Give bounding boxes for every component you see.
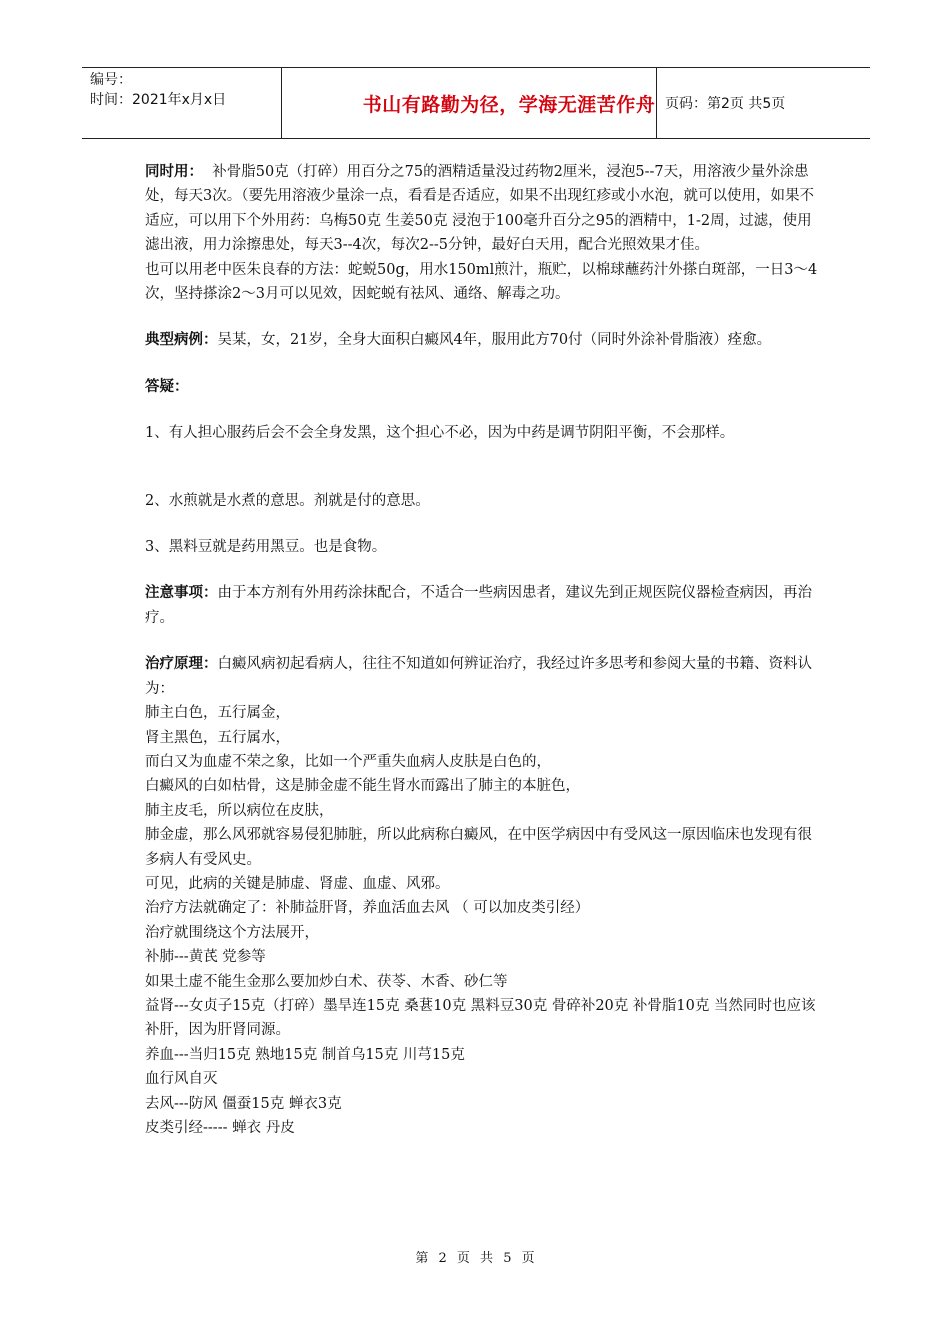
principle-line: 而白又为血虚不荣之象，比如一个严重失血病人皮肤是白色的，	[145, 753, 551, 770]
qa-item: 1、有人担心服药后会不会全身发黑，这个担心不必，因为中药是调节阴阳平衡，不会那样。	[145, 425, 735, 442]
principle-line: 治疗就围绕这个方法展开，	[145, 924, 319, 941]
principle-line: 肺金虚，那么风邪就容易侵犯肺脏，所以此病称白癜风，在中医学病因中有受风这一原因临床也发现有很多病人有受风史。	[145, 827, 812, 868]
principle-line: 肺主皮毛，所以病位在皮肤，	[145, 802, 334, 819]
paragraph-simultaneous	[145, 160, 825, 258]
principle-line: 益肾---女贞子15克（打碎）墨旱连15克 桑葚10克 黑料豆30克 骨碎补20克 补骨脂10克 当然同时也应该补肝，因为肝肾同源。	[145, 997, 816, 1039]
principle-line: 补肺---黄芪 党参等	[145, 949, 266, 966]
time-label: 时间：2021年x月x日	[90, 92, 227, 108]
label-case: 典型病例：	[145, 332, 218, 349]
qa-item: 2、水煎就是水煮的意思。剂就是付的意思。	[145, 492, 430, 509]
principle-line: 如果土虚不能生金那么要加炒白术、茯苓、木香、砂仁等	[145, 973, 508, 990]
paragraph-notice	[145, 581, 825, 630]
header-page-info: 页码：第2页 共5页	[665, 96, 786, 112]
document-header	[82, 67, 870, 139]
principle-line: 白癜风的白如枯骨，这是肺金虚不能生肾水而露出了肺主的本脏色，	[145, 778, 580, 795]
text-case: 吴某，女，21岁，全身大面积白癜风4年，服用此方70付（同时外涂补骨脂液）痊愈。	[217, 332, 772, 349]
principle-line: 养血---当归15克 熟地15克 制首乌15克 川芎15克	[145, 1046, 465, 1063]
qa-item: 3、黑料豆就是药用黑豆。也是食物。	[145, 539, 387, 556]
document-body	[145, 160, 825, 1140]
label-qa: 答疑：	[145, 378, 189, 395]
label-simultaneous: 同时用：	[145, 164, 203, 180]
principle-line: 可见，此病的关键是肺虚、肾虚、血虚、风邪。	[145, 875, 450, 892]
paragraph-principle	[145, 652, 825, 701]
header-divider-right	[656, 68, 657, 138]
principle-line: 治疗方法就确定了：补肺益肝肾，养血活血去风 （ 可以加皮类引经）	[145, 900, 590, 917]
principle-line: 去风---防风 僵蚕15克 蝉衣3克	[145, 1095, 342, 1112]
header-motto: 书山有路勤为径，学海无涯苦作舟	[362, 93, 656, 116]
number-label: 编号：	[90, 72, 132, 88]
principle-line: 血行风自灭	[145, 1071, 218, 1088]
paragraph-alt-method: 也可以用老中医朱良春的方法：蛇蜕50g，用水150ml煎汁，瓶贮，以棉球蘸药汁外搽白斑部，一日3～4次，坚持搽涂2～3月可以见效，因蛇蜕有祛风、通络、解毒之功。	[145, 261, 818, 303]
label-notice: 注意事项：	[145, 585, 218, 602]
page-footer: 第 2 页 共 5 页	[415, 1251, 535, 1266]
header-meta	[90, 70, 280, 110]
text-notice: 由于本方剂有外用药涂抹配合，不适合一些病因患者，建议先到正规医院仪器检查病因，再治疗。	[145, 585, 812, 626]
paragraph-case	[145, 328, 825, 352]
paragraph-qa-label	[145, 375, 825, 399]
text-simultaneous: 补骨脂50克（打碎）用百分之75的酒精适量没过药物2厘米，浸泡5--7天，用溶液少量外涂患处，每天3次。（要先用溶液少量涂一点，看看是否适应，如果不出现红疹或小水泡，就可以使用，如果不适应，可以用下个外用药：乌梅50克 生姜50克 浸泡于100毫升百分之95的酒精中，1-2周，过滤，使用滤出液，用力涂擦患处，每天3--4次，每次2--5分钟，最好白天用，配合光照效果才佳。	[145, 164, 814, 254]
principle-line: 肺主白色，五行属金，	[145, 705, 290, 722]
principle-line: 肾主黑色，五行属水，	[145, 729, 290, 746]
principle-line: 皮类引经----- 蝉衣 丹皮	[145, 1120, 295, 1136]
label-principle: 治疗原理：	[145, 656, 218, 673]
text-principle: 白癜风病初起看病人，往往不知道如何辨证治疗，我经过许多思考和参阅大量的书籍、资料认为：	[145, 656, 812, 697]
